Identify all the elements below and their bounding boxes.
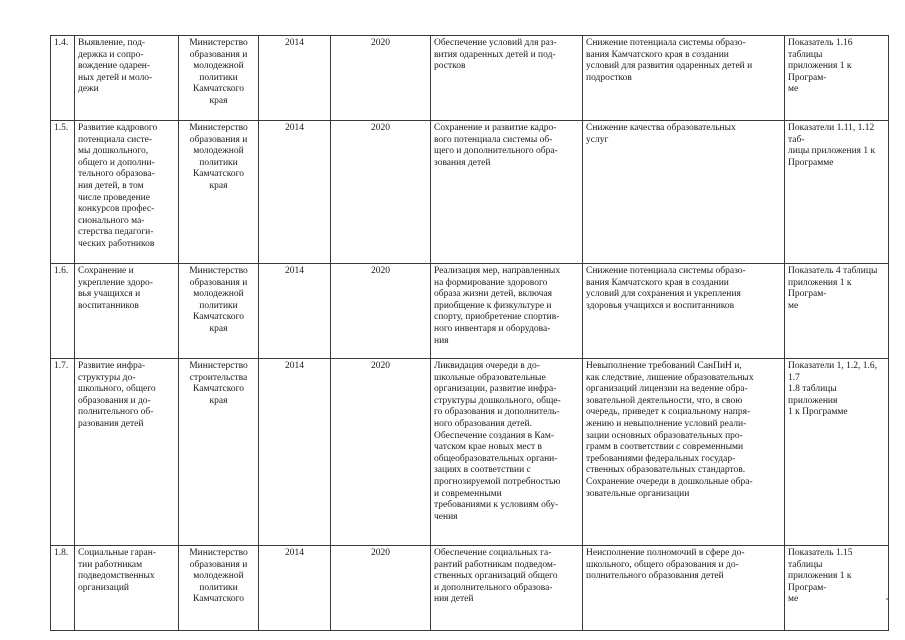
measure-name: Социальные гаран- тии работникам подведомственных организаций	[75, 546, 179, 631]
executor: Министерство образования и молодежной политики Камчатского	[179, 546, 259, 631]
table-row	[51, 264, 889, 359]
non-implementation-consequence: Снижение потенциала системы образо- вания Камчатского края в создании условий для сохранения и укрепления здоровья учащихся и воспитанников	[583, 264, 785, 359]
row-number: 1.4.	[51, 36, 75, 121]
indicator-link: Показатели 1.11, 1.12 таб- лицы приложения 1 к Программе	[785, 121, 889, 264]
row-number: 1.6.	[51, 264, 75, 359]
measure-name: Сохранение и укрепление здоро- вья учащихся и воспитанников	[75, 264, 179, 359]
table-row	[51, 359, 889, 546]
end-year: 2020	[331, 359, 431, 546]
end-year: 2020	[331, 264, 431, 359]
start-year: 2014	[259, 121, 331, 264]
table-row	[51, 36, 889, 121]
indicator-link: Показатель 1.16 таблицы приложения 1 к Програм- ме	[785, 36, 889, 121]
start-year: 2014	[259, 36, 331, 121]
start-year: 2014	[259, 546, 331, 631]
table-row	[51, 121, 889, 264]
end-year: 2020	[331, 546, 431, 631]
scan-speck	[886, 598, 888, 600]
executor: Министерство образования и молодежной политики Камчатского края	[179, 264, 259, 359]
indicator-link: Показатель 4 таблицы приложения 1 к Програм- ме	[785, 264, 889, 359]
non-implementation-consequence: Невыполнение требований СанПиН и, как следствие, лишение образовательных организаций лицензии на ведение обра- зовательной деятельности, что, в свою очередь, приведет к социальному напря- жению и невыполнение условий реали- зации основных образовательных про- грамм в соответствии с современными требованиями федеральных государ- ственных образовательных стандартов. Сохранение очереди в дошкольные обра- зовательные организации	[583, 359, 785, 546]
row-number: 1.8.	[51, 546, 75, 631]
measures-table	[50, 35, 889, 631]
expected-result: Реализация мер, направленных на формирование здорового образа жизни детей, включая приобщение к физкультуре и спорту, приобретение спортив- ного инвентаря и оборудова- ния	[431, 264, 583, 359]
executor: Министерство строительства Камчатского края	[179, 359, 259, 546]
measure-name: Развитие кадрового потенциала систе- мы дошкольного, общего и дополни- тельного образова- ния детей, в том числе проведение конкурсов профес- сионального ма- стерства педагоги- ческих работников	[75, 121, 179, 264]
non-implementation-consequence: Неисполнение полномочий в сфере до- школьного, общего образования и до- полнительного образования детей	[583, 546, 785, 631]
end-year: 2020	[331, 121, 431, 264]
non-implementation-consequence: Снижение качества образовательных услуг	[583, 121, 785, 264]
executor: Министерство образования и молодежной политики Камчатского края	[179, 36, 259, 121]
measure-name: Выявление, под- держка и сопро- вождение одарен- ных детей и моло- дежи	[75, 36, 179, 121]
measure-name: Развитие инфра- структуры до- школьного, общего образования и до- полнительного об- разования детей	[75, 359, 179, 546]
table-row	[51, 546, 889, 631]
indicator-link: Показатели 1, 1.2, 1.6, 1.7 1.8 таблицы приложения 1 к Программе	[785, 359, 889, 546]
executor: Министерство образования и молодежной политики Камчатского края	[179, 121, 259, 264]
non-implementation-consequence: Снижение потенциала системы образо- вания Камчатского края в создании условий для развития одаренных детей и подростков	[583, 36, 785, 121]
end-year: 2020	[331, 36, 431, 121]
expected-result: Обеспечение социальных га- рантий работникам подведом- ственных организаций общего и дополнительного образова- ния детей	[431, 546, 583, 631]
expected-result: Ликвидация очереди в до- школьные образовательные организации, развитие инфра- структуры дошкольного, обще- го образования и дополнитель- ного образования детей. Обеспечение создания в Кам- чатском крае новых мест в общеобразовательных органи- зациях в соответствии с прогнозируемой потребностью и современными требованиями к условиям обу- чения	[431, 359, 583, 546]
expected-result: Сохранение и развитие кадро- вого потенциала системы об- щего и дополнительного обра- зования детей	[431, 121, 583, 264]
row-number: 1.7.	[51, 359, 75, 546]
indicator-link: Показатель 1.15 таблицы приложения 1 к Програм- ме	[785, 546, 889, 631]
row-number: 1.5.	[51, 121, 75, 264]
start-year: 2014	[259, 264, 331, 359]
start-year: 2014	[259, 359, 331, 546]
expected-result: Обеспечение условий для раз- вития одаренных детей и под- ростков	[431, 36, 583, 121]
